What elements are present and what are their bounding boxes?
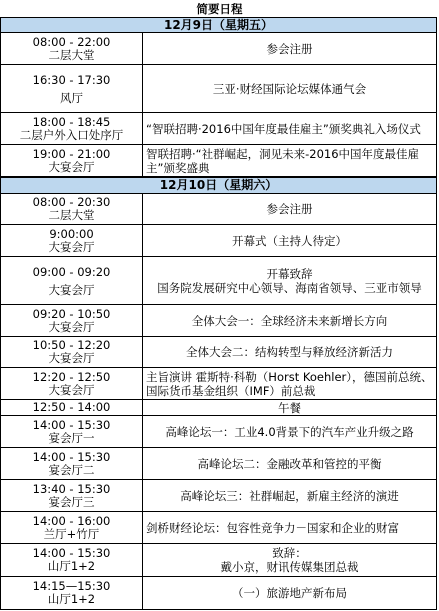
event-cell bbox=[143, 194, 436, 224]
venue: 风厅 bbox=[60, 91, 83, 105]
time-range: 10:50 - 12:20 bbox=[32, 338, 111, 352]
venue: 大宴会厅 bbox=[48, 160, 95, 174]
table-row bbox=[0, 113, 437, 145]
time-range: 08:00 - 20:30 bbox=[32, 195, 111, 209]
event-text: 智联招聘·“社群崛起，洞见未来-2016中国年度最佳雇主”颁奖盛典 bbox=[146, 146, 420, 175]
time-range: 09:20 - 10:50 bbox=[32, 307, 111, 321]
time-cell bbox=[1, 145, 143, 176]
time-cell bbox=[1, 33, 143, 64]
event-cell bbox=[143, 480, 436, 511]
time-cell bbox=[1, 113, 143, 144]
venue: 二层户外入口处序厅 bbox=[19, 128, 124, 142]
date-label: 12月9日（星期五） bbox=[163, 18, 274, 32]
table-row bbox=[0, 368, 437, 400]
date-header-day1 bbox=[0, 17, 437, 33]
venue: 二层大堂 bbox=[48, 208, 95, 222]
venue: 大宴会厅 bbox=[48, 383, 95, 397]
time-cell bbox=[1, 416, 143, 447]
event-cell bbox=[143, 225, 436, 256]
event-text: 主旨演讲 霍斯特·科勒（Horst Koehler），德国前总统、国际货币基金组织（IMF）前总裁 bbox=[146, 369, 433, 398]
time-range: 14:15—15:30 bbox=[32, 579, 111, 593]
time-cell bbox=[1, 400, 143, 415]
event-text: （一）旅游地产新布局 bbox=[232, 586, 347, 600]
event-text: 参会注册 bbox=[266, 41, 313, 56]
event-cell bbox=[143, 448, 436, 479]
table-row bbox=[0, 225, 437, 257]
event-cell bbox=[143, 416, 436, 447]
time-cell bbox=[1, 257, 143, 304]
event-cell bbox=[143, 33, 436, 64]
venue: 山厅1+2 bbox=[47, 592, 96, 606]
table-row bbox=[0, 480, 437, 512]
event-cell bbox=[143, 65, 436, 112]
event-cell bbox=[143, 400, 436, 415]
time-range: 9:00:00 bbox=[49, 227, 94, 241]
time-cell bbox=[1, 448, 143, 479]
time-cell bbox=[1, 544, 143, 576]
time-cell bbox=[1, 577, 143, 609]
event-cell bbox=[143, 368, 436, 399]
time-range: 19:00 - 21:00 bbox=[32, 147, 111, 161]
table-row bbox=[0, 577, 437, 610]
venue: 大宴会厅 bbox=[48, 351, 95, 365]
event-cell bbox=[143, 305, 436, 336]
time-cell bbox=[1, 225, 143, 256]
page-title: 简要日程 bbox=[196, 2, 243, 16]
event-text: 参会注册 bbox=[266, 202, 313, 216]
table-row bbox=[0, 33, 437, 65]
venue: 山厅1+2 bbox=[47, 559, 96, 573]
event-text: 剑桥财经论坛：包容性竞争力－国家和企业的财富 bbox=[146, 520, 399, 535]
table-row bbox=[0, 145, 437, 177]
event-text: 高峰论坛一：工业4.0背景下的汽车产业升级之路 bbox=[165, 424, 414, 439]
event-text: 高峰论坛三：社群崛起，新雇主经济的演进 bbox=[180, 488, 399, 503]
event-text: 致辞： 戴小京，财讯传媒集团总裁 bbox=[220, 546, 359, 574]
time-cell bbox=[1, 65, 143, 112]
table-row bbox=[0, 544, 437, 577]
table-row bbox=[0, 257, 437, 305]
time-range: 14:00 - 16:00 bbox=[32, 514, 111, 528]
event-cell bbox=[143, 577, 436, 609]
event-text: 全体大会二：结构转型与释放经济新活力 bbox=[186, 345, 393, 359]
table-row bbox=[0, 65, 437, 113]
time-range: 13:40 - 15:30 bbox=[32, 482, 111, 496]
time-range: 12:50 - 14:00 bbox=[32, 400, 111, 414]
event-text: 全体大会一：全球经济未来新增长方向 bbox=[191, 313, 388, 328]
event-text: 高峰论坛二：金融改革和管控的平衡 bbox=[197, 456, 382, 471]
table-row bbox=[0, 194, 437, 225]
time-range: 14:00 - 15:30 bbox=[32, 450, 111, 464]
time-range: 08:00 - 22:00 bbox=[32, 35, 111, 49]
event-text: 午餐 bbox=[278, 400, 301, 415]
event-cell bbox=[143, 145, 436, 176]
date-header-day2 bbox=[0, 177, 437, 194]
table-row bbox=[0, 512, 437, 544]
venue: 二层大堂 bbox=[48, 48, 95, 62]
time-cell bbox=[1, 512, 143, 543]
table-row bbox=[0, 448, 437, 480]
venue: 大宴会厅 bbox=[48, 240, 95, 254]
venue: 大宴会厅 bbox=[48, 283, 95, 297]
time-cell bbox=[1, 368, 143, 399]
time-range: 12:20 - 12:50 bbox=[32, 370, 111, 384]
time-range: 14:00 - 15:30 bbox=[32, 418, 111, 432]
venue: 大宴会厅 bbox=[48, 320, 95, 334]
venue: 宴会厅一 bbox=[48, 431, 95, 445]
time-range: 09:00 - 09:20 bbox=[32, 265, 111, 279]
time-cell bbox=[1, 194, 143, 224]
time-cell bbox=[1, 480, 143, 511]
event-cell bbox=[143, 113, 436, 144]
event-text: 开幕致辞 国务院发展研究中心领导、海南省领导、三亚市领导 bbox=[157, 266, 422, 295]
time-range: 16:30 - 17:30 bbox=[32, 73, 111, 87]
time-range: 14:00 - 15:30 bbox=[32, 546, 111, 560]
venue: 宴会厅三 bbox=[48, 495, 95, 509]
table-row bbox=[0, 400, 437, 416]
table-row bbox=[0, 305, 437, 337]
time-cell bbox=[1, 337, 143, 367]
table-row bbox=[0, 416, 437, 448]
event-cell bbox=[143, 512, 436, 543]
time-range: 18:00 - 18:45 bbox=[32, 115, 111, 129]
date-label: 12月10日（星期六） bbox=[159, 178, 278, 192]
event-cell bbox=[143, 257, 436, 304]
venue: 宴会厅二 bbox=[48, 463, 95, 477]
event-text: 开幕式（主持人待定） bbox=[232, 233, 347, 248]
event-text: 三亚·财经国际论坛媒体通气会 bbox=[212, 81, 367, 96]
event-text: “智联招聘·2016中国年度最佳雇主”颁奖典礼入场仪式 bbox=[146, 121, 421, 136]
venue: 兰厅+竹厅 bbox=[43, 527, 100, 541]
event-cell bbox=[143, 544, 436, 576]
time-cell bbox=[1, 305, 143, 336]
table-row bbox=[0, 337, 437, 368]
event-cell bbox=[143, 337, 436, 367]
